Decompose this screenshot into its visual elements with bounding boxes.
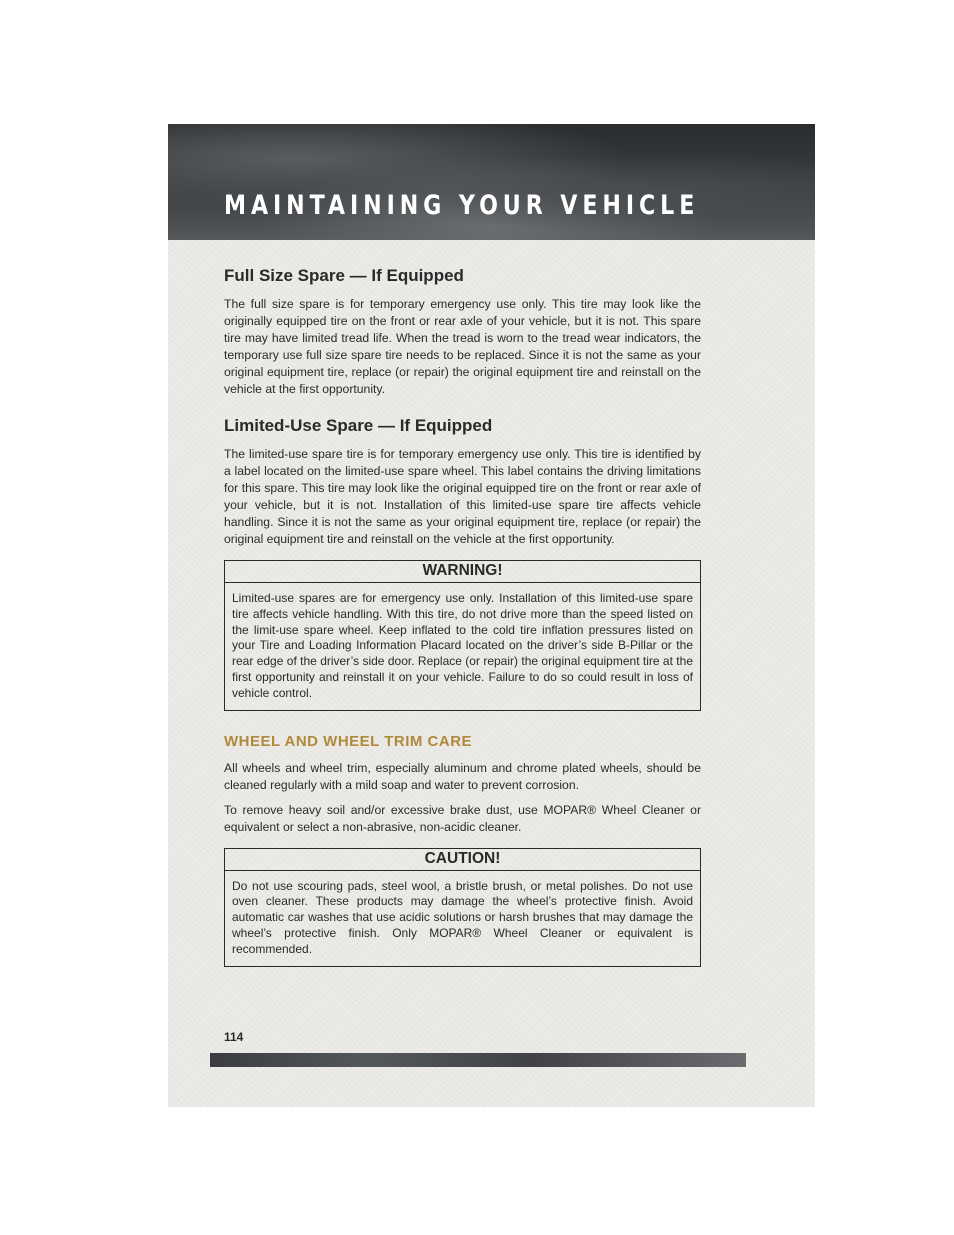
manual-page: [168, 124, 815, 1107]
caution-body: Do not use scouring pads, steel wool, a bristle brush, or metal polishes. Do not use oven cleaner. These products may damage the wheel’s protective finish. Avoid automatic car washes that use acidic solutions or harsh brushes that may damage the wheel’s protective finish. Only MOPAR® Wheel Cleaner or equivalent is recommended.: [232, 878, 693, 956]
caution-title: CAUTION!: [225, 849, 700, 871]
limited-use-spare-heading: Limited-Use Spare — If Equipped: [224, 416, 493, 435]
footer-band: [210, 1053, 746, 1067]
wheel-care-para-2: To remove heavy soil and/or excessive brake dust, use MOPAR® Wheel Cleaner or equivalent or select a non-abrasive, non-acidic cleaner.: [224, 802, 701, 834]
full-size-spare-heading: Full Size Spare — If Equipped: [224, 266, 464, 285]
warning-title: WARNING!: [225, 561, 700, 583]
full-size-spare-body: The full size spare is for temporary emergency use only. This tire may look like the originally equipped tire on the front or rear axle of your vehicle, but it is not. This spare tire may have limited tread life. When the tread is worn to the tread wear indicators, the temporary use full size spare tire needs to be replaced. Since it is not the same as your original equipment tire, replace (or repair) the original equipment tire and reinstall on the vehicle at the first opportunity.: [224, 297, 701, 396]
warning-body: Limited-use spares are for emergency use only. Installation of this limited-use spare tire affects vehicle handling. With this tire, do not drive more than the speed listed on the limit-use spare wheel. Keep inflated to the cold tire inflation pressures listed on your Tire and Loading Information Placard located on the driver’s side B-Pillar or the rear edge of the driver’s side door. Replace (or repair) the original equipment tire at the first opportunity and reinstall it on your vehicle. Failure to do so could result in loss of vehicle control.: [232, 591, 693, 700]
wheel-care-para-1: All wheels and wheel trim, especially aluminum and chrome plated wheels, should be cleaned regularly with a mild soap and water to prevent corrosion.: [224, 760, 701, 792]
limited-use-spare-body: The limited-use spare tire is for temporary emergency use only. This tire is identified by a label located on the limited-use spare wheel. This label contains the driving limitations for this spare. This tire may look like the original equipped tire on the front or rear axle of your vehicle, but it is not. Installation of this limited-use spare tire affects vehicle handling. Since it is not the same as your original equipment tire, replace (or repair) the original equipment tire and reinstall on the vehicle at the first opportunity.: [224, 447, 701, 546]
warning-box: [224, 560, 701, 711]
caution-box: [224, 848, 701, 967]
wheel-care-heading: WHEEL AND WHEEL TRIM CARE: [224, 732, 473, 750]
page-title: MAINTAINING YOUR VEHICLE: [224, 190, 700, 221]
main-content: [224, 266, 701, 985]
header-band: [168, 124, 815, 240]
page-number: 114: [224, 1030, 244, 1044]
